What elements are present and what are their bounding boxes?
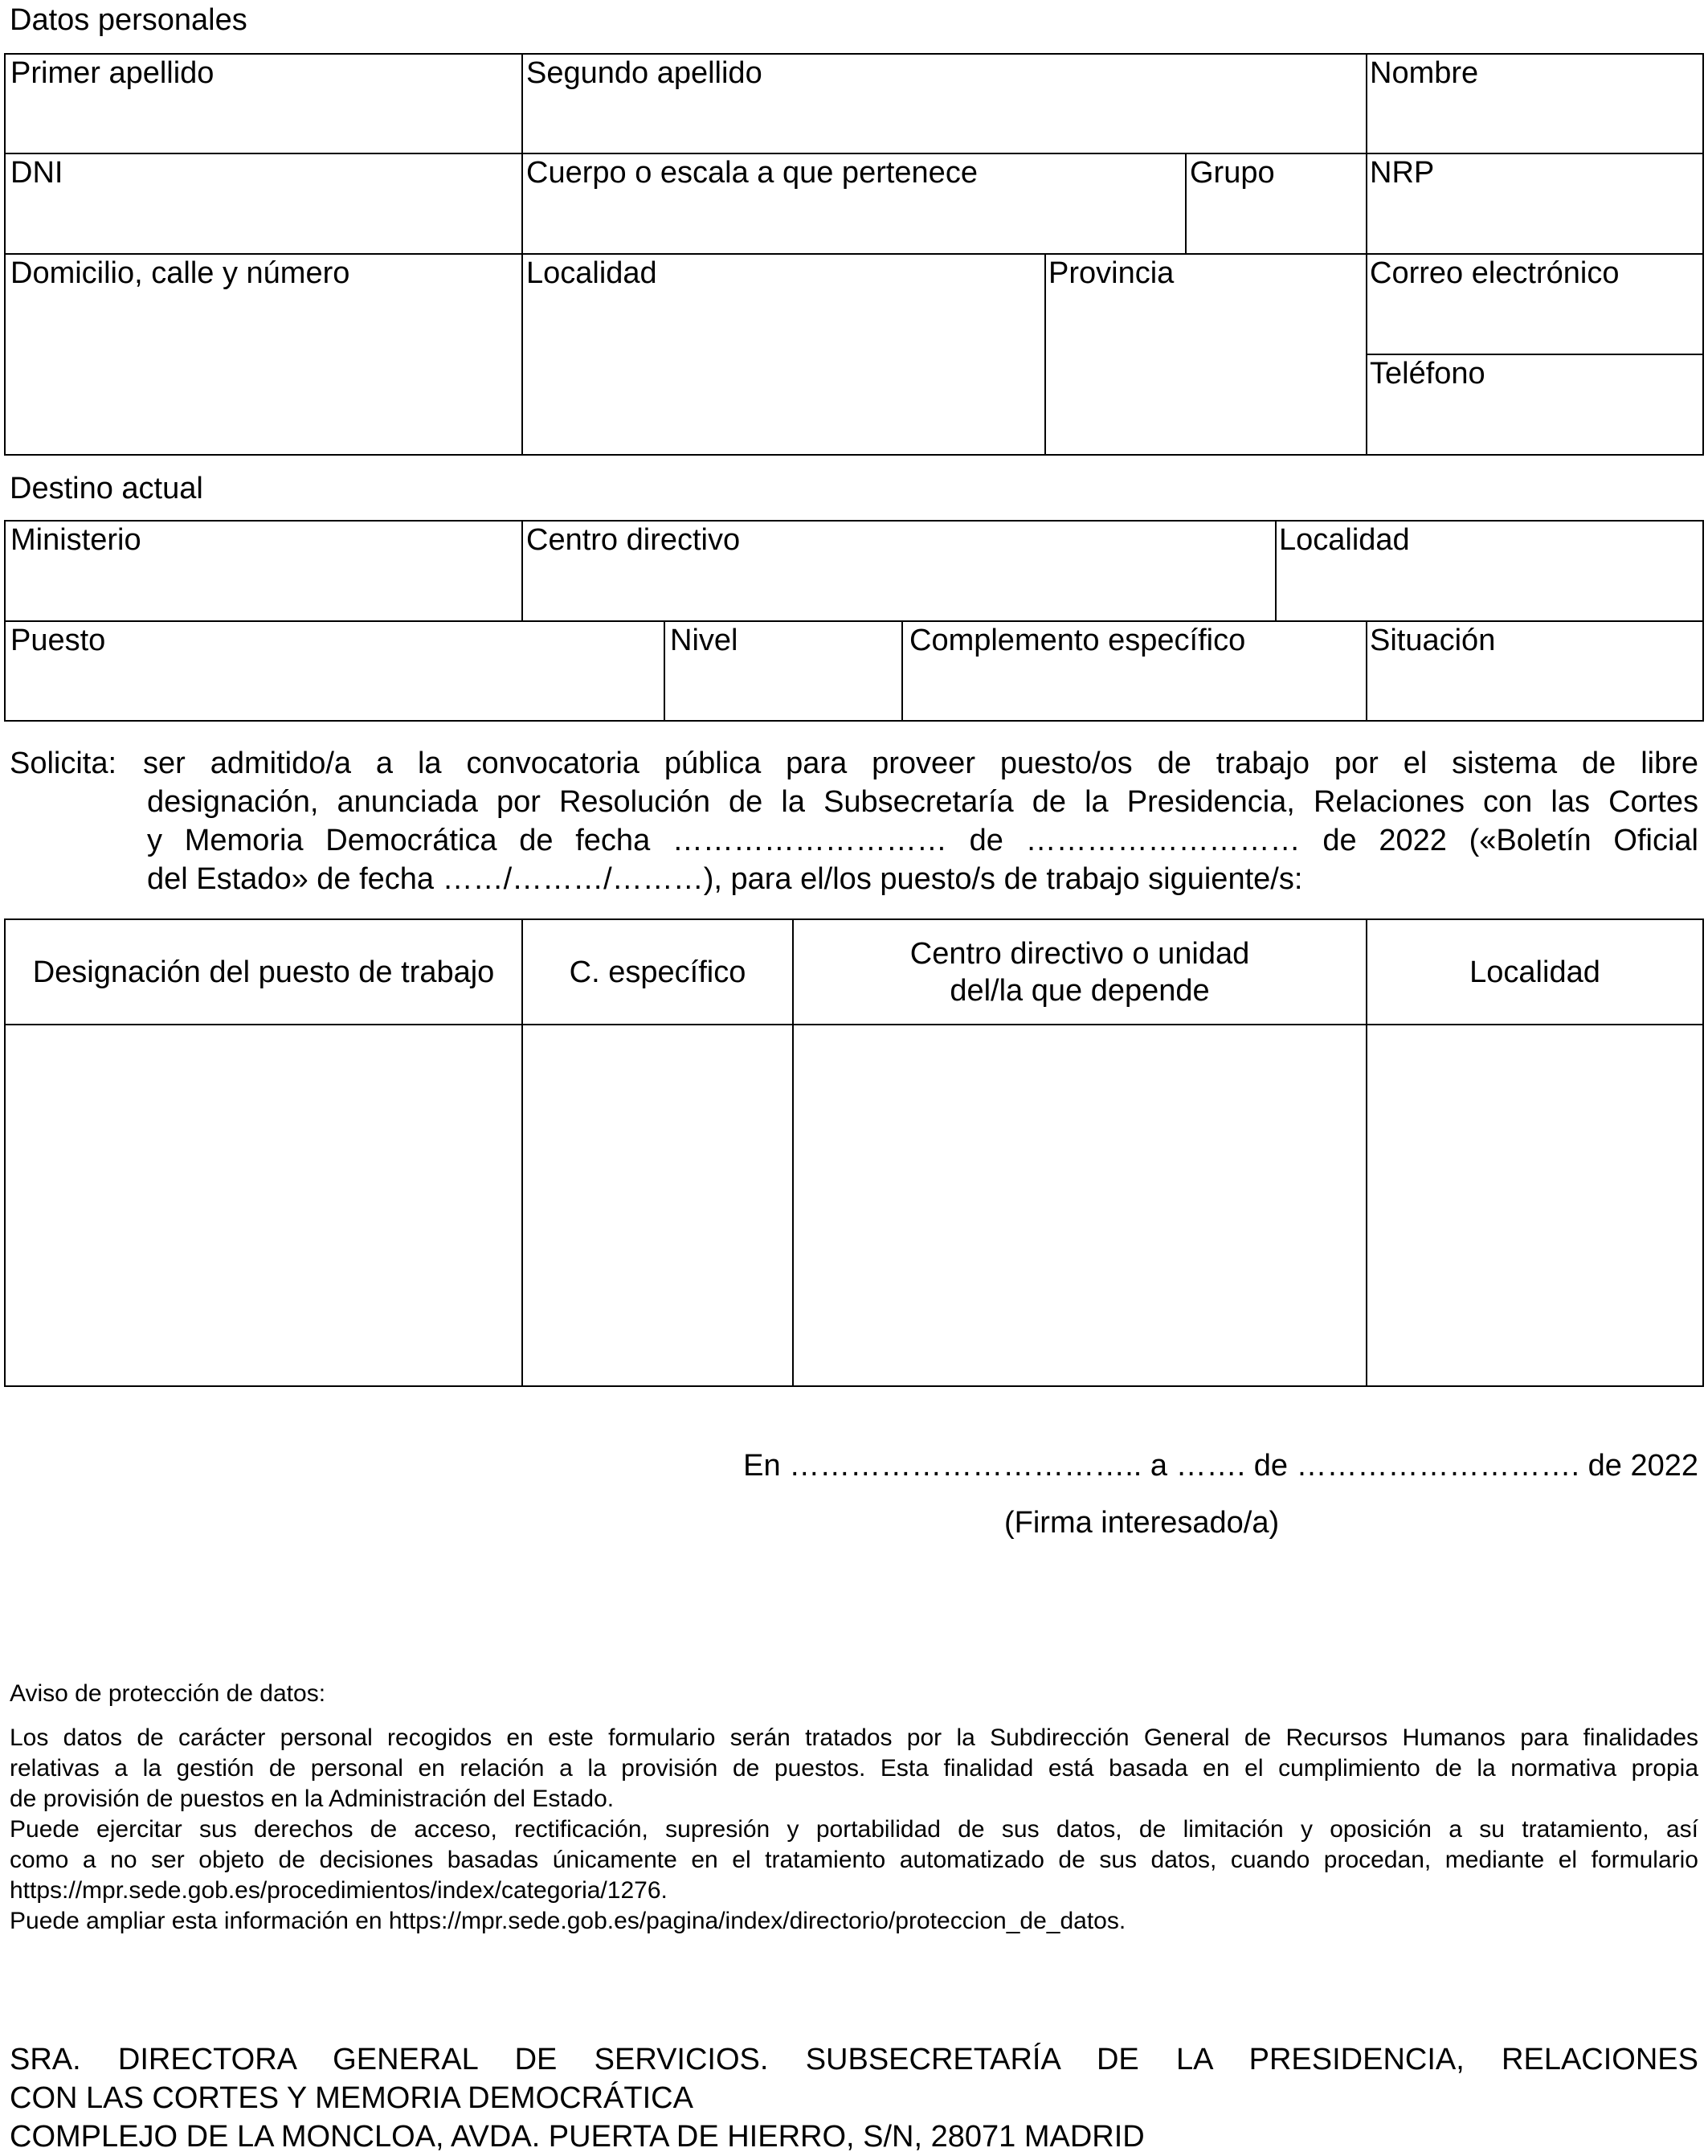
destinatario-line-3: COMPLEJO DE LA MONCLOA, AVDA. PUERTA DE HIERRO, S/N, 28071 MADRID [10,2120,1145,2154]
c-especifico-input-cell[interactable] [523,1025,792,1385]
correo-electronico-label: Correo electrónico [1370,256,1620,290]
cuerpo-escala-field[interactable] [523,154,1185,253]
segundo-apellido-field[interactable] [523,55,1366,153]
nombre-field[interactable] [1367,55,1702,153]
aviso-p3: Puede ampliar esta información en https://mpr.sede.gob.es/pagina/index/directorio/proteccion_de_datos. [10,1908,1126,1934]
provincia-label: Provincia [1048,256,1175,290]
table-header-localidad: Localidad [1469,955,1600,989]
localidad-field[interactable] [523,255,1044,454]
telefono-label: Teléfono [1370,357,1485,391]
telefono-field[interactable] [1367,355,1702,454]
aviso-p2-line-3: https://mpr.sede.gob.es/procedimientos/index/categoria/1276. [10,1877,668,1904]
designacion-input-cell[interactable] [6,1025,521,1385]
destinatario-line-1: SRA. DIRECTORA GENERAL DE SERVICIOS. SUBSECRETARÍA DE LA PRESIDENCIA, RELACIONES [10,2043,1698,2076]
ministerio-field[interactable] [6,522,521,620]
situacion-label: Situación [1370,624,1496,657]
table-header-designacion: Designación del puesto de trabajo [32,955,495,989]
centro-directivo-input-cell[interactable] [794,1025,1366,1385]
aviso-p1-line-1: Los datos de carácter personal recogidos en este formulario serán tratados por la Subdirección General de Recursos Humanos para finalidades [10,1724,1698,1751]
aviso-heading: Aviso de protección de datos: [10,1680,326,1707]
nrp-label: NRP [1370,156,1435,190]
fecha-firma-line: En …………………………….. a ……. de ………………………. de 2022 [743,1449,1698,1483]
centro-directivo-label: Centro directivo [526,523,741,557]
aviso-p2-line-1: Puede ejercitar sus derechos de acceso, rectificación, supresión y portabilidad de sus datos, de limitación y oposición a su tratamiento, así [10,1816,1698,1843]
puesto-field[interactable] [6,622,664,720]
correo-electronico-field[interactable] [1367,255,1702,354]
table-header-c-especifico: C. específico [569,955,746,989]
solicita-line-2: designación, anunciada por Resolución de la Subsecretaría de la Presidencia, Relaciones con las Cortes [147,785,1698,819]
segundo-apellido-label: Segundo apellido [526,56,762,90]
destino-localidad-field[interactable] [1277,522,1702,620]
cuerpo-escala-label: Cuerpo o escala a que pertenece [526,156,978,190]
nivel-label: Nivel [670,624,738,657]
primer-apellido-field[interactable] [6,55,521,153]
situacion-field[interactable] [1367,622,1702,720]
puesto-label: Puesto [10,624,106,657]
destinatario-line-2: CON LAS CORTES Y MEMORIA DEMOCRÁTICA [10,2081,693,2115]
grupo-field[interactable] [1187,154,1366,253]
aviso-p1-line-2: relativas a la gestión de personal en relación a la provisión de puestos. Esta finalidad está basada en el cumplimiento de la normativa propia [10,1755,1698,1782]
solicita-line-1: ser admitido/a a la convocatoria pública para proveer puesto/os de trabajo por el sistema de libre [143,747,1698,780]
dni-label: DNI [10,156,63,190]
localidad-input-cell[interactable] [1367,1025,1702,1385]
nivel-field[interactable] [665,622,901,720]
complemento-especifico-label: Complemento específico [909,624,1246,657]
firma-label: (Firma interesado/a) [1004,1506,1280,1540]
grupo-label: Grupo [1190,156,1275,190]
solicita-line-3: y Memoria Democrática de fecha ……………………… de ……………………… de 2022 («Boletín Oficial [147,824,1698,857]
nrp-field[interactable] [1367,154,1702,253]
destino-localidad-label: Localidad [1279,523,1410,557]
aviso-p1-line-3: de provisión de puestos en la Administración del Estado. [10,1786,615,1812]
aviso-p2-line-2: como a no ser objeto de decisiones basadas únicamente en el tratamiento automatizado de sus datos, cuando procedan, mediante el formulario [10,1847,1698,1873]
primer-apellido-label: Primer apellido [10,56,215,90]
ministerio-label: Ministerio [10,523,141,557]
provincia-field[interactable] [1046,255,1366,454]
table-header-centro-directivo-2: del/la que depende [950,974,1210,1008]
solicita-line-4: del Estado» de fecha ……/………/………), para el/los puesto/s de trabajo siguiente/s: [147,862,1303,896]
nombre-label: Nombre [1370,56,1479,90]
localidad-label: Localidad [526,256,657,290]
solicita-label: Solicita: [10,747,117,780]
domicilio-label: Domicilio, calle y número [10,256,350,290]
complemento-especifico-field[interactable] [903,622,1366,720]
table-header-centro-directivo: Centro directivo o unidad [909,937,1250,971]
dni-field[interactable] [6,154,521,253]
section-heading-destino-actual: Destino actual [10,472,203,505]
centro-directivo-field[interactable] [523,522,1275,620]
domicilio-field[interactable] [6,255,521,454]
section-heading-datos-personales: Datos personales [10,3,247,37]
